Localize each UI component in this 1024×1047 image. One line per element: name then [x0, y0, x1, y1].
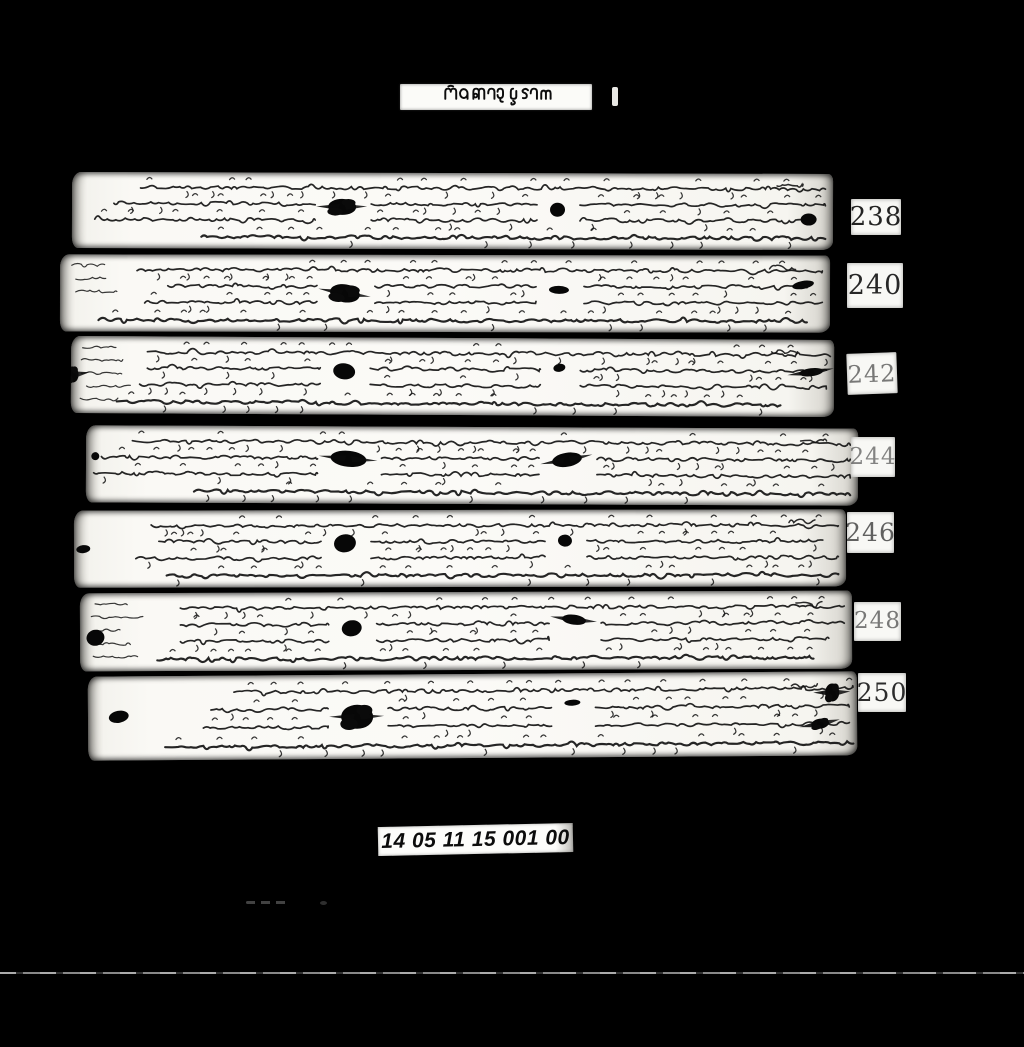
plate-number-text: 248 [854, 608, 901, 634]
plate-number-text: 250 [856, 678, 908, 707]
leaf-handwriting-244 [86, 425, 858, 505]
scan-artifact-line [0, 972, 1024, 974]
plate-number-card-248 [854, 602, 901, 641]
palm-leaf-238 [72, 172, 833, 250]
plate-number-card-242 [846, 352, 897, 395]
title-lao-script-drawing [400, 84, 592, 110]
plate-number-card-244 [851, 437, 895, 477]
plate-number-text: 246 [845, 518, 896, 547]
leaf-handwriting-248 [80, 591, 852, 672]
scan-smudge-dot [320, 901, 327, 905]
plate-number-card-238 [851, 199, 901, 235]
title-card [400, 84, 592, 110]
palm-leaf-246 [74, 509, 846, 587]
scan-smudge-dashes [246, 901, 290, 904]
plate-number-text: 238 [849, 202, 903, 232]
plate-number-text: 242 [847, 358, 897, 389]
plate-number-text: 244 [849, 443, 897, 470]
catalog-number-text: 14 05 11 15 001 00 [381, 825, 570, 853]
palm-leaf-250 [88, 671, 858, 760]
plate-number-text: 240 [847, 270, 903, 301]
palm-leaf-240 [60, 254, 830, 332]
leaf-handwriting-250 [88, 671, 858, 760]
leaf-handwriting-242 [71, 336, 834, 417]
catalog-number-card [378, 823, 574, 856]
leaf-handwriting-240 [60, 254, 830, 332]
leaf-handwriting-246 [74, 509, 846, 587]
palm-leaf-242 [71, 336, 834, 417]
palm-leaf-244 [86, 425, 858, 505]
plate-number-card-240 [847, 263, 903, 308]
plate-number-card-246 [847, 512, 894, 553]
plate-number-card-250 [858, 673, 906, 712]
title-card-edge-fragment [612, 87, 618, 106]
palm-leaf-248 [80, 591, 852, 672]
leaf-handwriting-238 [72, 172, 833, 250]
